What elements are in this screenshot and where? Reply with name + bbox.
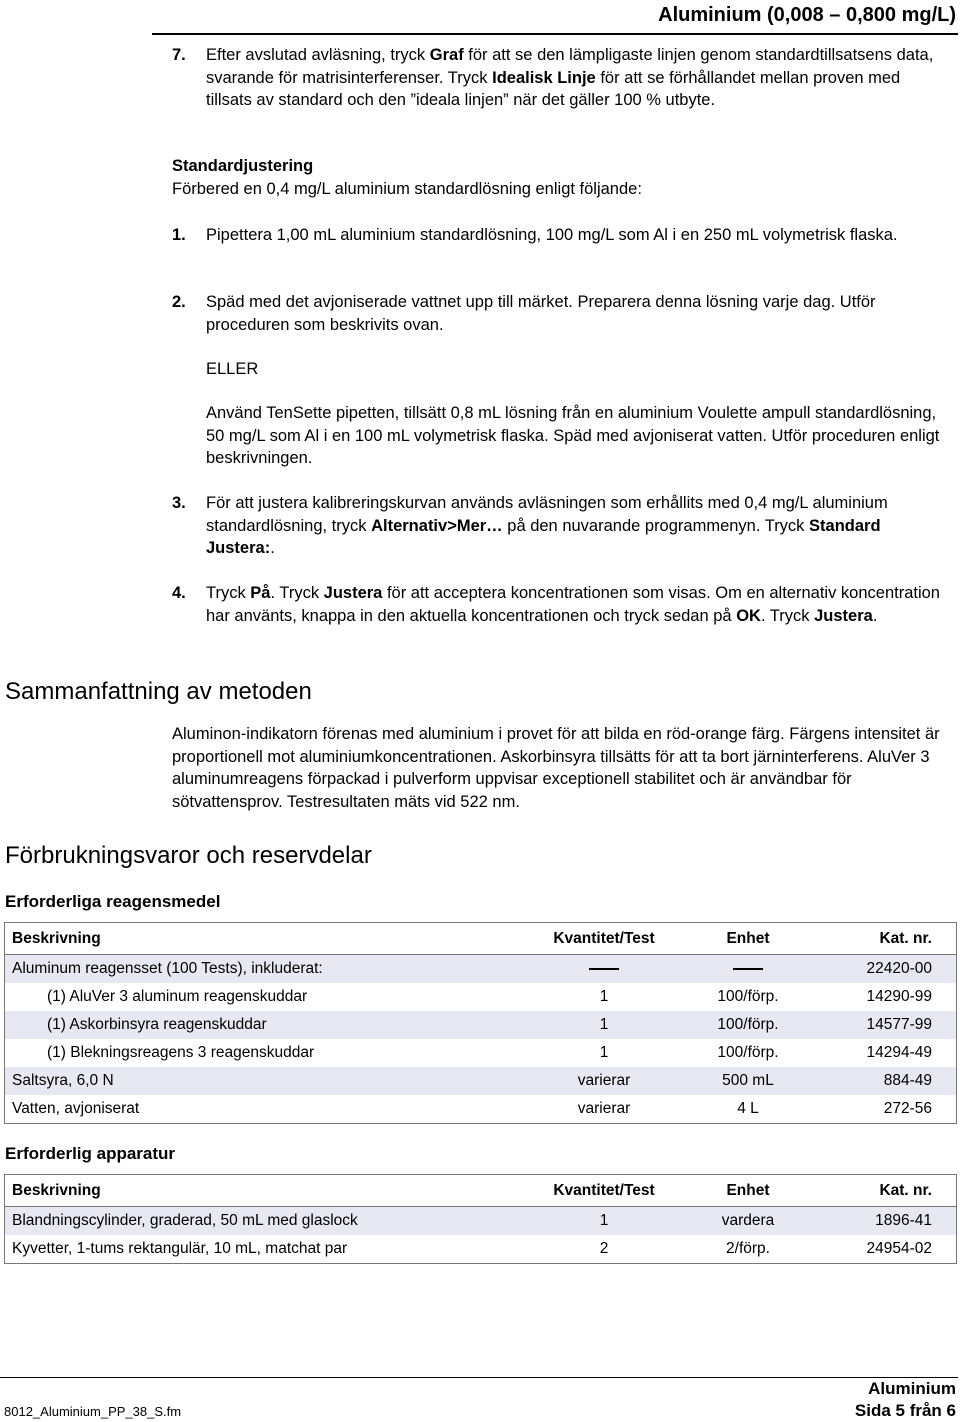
table-row [5,1207,957,1236]
row-quantity: 1 [599,1044,609,1061]
footer-filename: 8012_Aluminium_PP_38_S.fm [4,1404,182,1419]
standard-adjust-heading: Standardjustering [172,157,314,175]
row-quantity [527,955,681,984]
standard-step-4-number: 4. [172,584,186,602]
step-7-number: 7. [172,46,186,64]
standard-step-1-number: 1. [172,226,186,244]
row-description: Blandningscylinder, graderad, 50 mL med glaslock [5,1207,528,1236]
row-unit: 100/förp. [717,988,779,1005]
reagents-heading: Erforderliga reagensmedel [5,892,221,911]
row-description: Aluminum reagensset (100 Tests), inkluderat: [5,955,528,984]
row-quantity: 2 [599,1240,609,1257]
row-catalog-number: 14290-99 [866,988,932,1005]
table-row [5,955,957,984]
row-quantity: 1 [527,1207,681,1236]
col-quantity: Kvantitet/Test [527,923,681,955]
standard-step-1-text: Pipettera 1,00 mL aluminium standardlösning, 100 mg/L som Al i en 250 mL volymetrisk flaska. [206,226,898,244]
col-unit: Enhet [681,923,815,955]
standard-step-2-text: Späd med det avjoniserade vattnet upp till märket. Preparera denna lösning varje dag. Utför proceduren som beskrivits ovan. [206,293,876,334]
row-catalog-number: 24954-02 [866,1240,932,1257]
apparatus-table [4,1174,957,1264]
row-quantity: varierar [527,1067,681,1095]
row-description: Kyvetter, 1-tums rektangulär, 10 mL, matchat par [12,1240,348,1257]
not-applicable-dash [733,968,763,970]
row-description: Saltsyra, 6,0 N [5,1067,528,1095]
row-quantity: 1 [527,1011,681,1039]
row-unit [681,955,815,984]
reagents-table [4,922,957,1124]
row-catalog-number: 14577-99 [815,1011,957,1039]
col-unit: Enhet [681,1175,815,1207]
footer-page-number: Sida 5 från 6 [854,1401,956,1420]
row-unit: 100/förp. [681,1011,815,1039]
step-7-text: Efter avslutad avläsning, tryck Graf för att se den lämpligaste linjen genom standardtillsatsens data, svarande för matrisinterferenser. Tryck Idealisk Linje för att se förhållandet mellan proven med tillsats av standard och den ”ideala linjen” när det gäller 100 % utbyte. [206,46,934,109]
row-unit: 2/förp. [726,1240,770,1257]
page-header-title: Aluminium (0,008 – 0,800 mg/L) [658,4,956,26]
row-unit: vardera [681,1207,815,1236]
or-label: ELLER [206,360,259,378]
table-row [5,1067,957,1095]
row-catalog-number: 272-56 [883,1100,932,1117]
table-row [5,983,957,1011]
standard-step-2-number: 2. [172,293,186,311]
header-divider [152,33,958,35]
alternative-text: Använd TenSette pipetten, tillsätt 0,8 mL lösning från en aluminium Voulette ampull standardlösning, 50 mg/L som Al i en 100 mL volymetrisk flaska. Späd med avjoniserat vatten. Utför proceduren enligt beskrivningen. [206,404,940,467]
not-applicable-dash [589,968,619,970]
col-catalog-number: Kat. nr. [815,923,957,955]
footer-title: Aluminium [868,1379,956,1398]
row-catalog-number: 884-49 [815,1067,957,1095]
row-unit: 500 mL [681,1067,815,1095]
standard-step-4-text: Tryck På. Tryck Justera för att acceptera koncentrationen som visas. Om en alternativ koncentration har använts, knappa in den aktuella koncentrationen och tryck sedan på OK. Tryck Justera. [206,584,940,625]
row-description: Vatten, avjoniserat [12,1100,140,1117]
standard-adjust-intro: Förbered en 0,4 mg/L aluminium standardlösning enligt följande: [172,180,642,198]
row-unit: 4 L [737,1100,759,1117]
footer-page-info [855,1378,956,1422]
row-catalog-number: 22420-00 [815,955,957,984]
summary-text: Aluminon-indikatorn förenas med aluminium i provet för att bilda en röd-orange färg. Färgens intensitet är proportionell mot aluminiumkoncentrationen. Askorbinsyra tillsätts för att ta bort järninterferens. AluVer 3 aluminumreagens förpackad i pulverform uppvisar exceptionell stabilitet och är användbar för sötvattensprov. Testresultaten mäts vid 522 nm. [172,725,940,811]
row-quantity: varierar [577,1100,631,1117]
row-catalog-number: 14294-49 [866,1044,932,1061]
col-description: Beskrivning [5,1175,528,1207]
standard-step-3-number: 3. [172,494,186,512]
standard-step-3-text: För att justera kalibreringskurvan används avläsningen som erhållits med 0,4 mg/L aluminium standardlösning, tryck Alternativ>Mer… på den nuvarande programmenyn. Tryck Standard Justera:. [206,494,888,557]
summary-heading: Sammanfattning av metoden [5,678,312,705]
table-header-row [5,1175,957,1207]
col-catalog-number: Kat. nr. [815,1175,957,1207]
table-row [5,1095,957,1124]
col-quantity: Kvantitet/Test [527,1175,681,1207]
table-row [5,1011,957,1039]
row-description: (1) AluVer 3 aluminum reagenskuddar [47,988,308,1005]
footer-divider [0,1377,958,1378]
table-header-row [5,923,957,955]
row-description: (1) Askorbinsyra reagenskuddar [5,1011,528,1039]
table-row [5,1235,957,1264]
row-catalog-number: 1896-41 [815,1207,957,1236]
apparatus-heading: Erforderlig apparatur [5,1144,176,1163]
supplies-heading: Förbrukningsvaror och reservdelar [5,842,372,869]
row-description: (1) Blekningsreagens 3 reagenskuddar [47,1044,315,1061]
row-unit: 100/förp. [717,1044,779,1061]
col-description: Beskrivning [5,923,528,955]
table-row [5,1039,957,1067]
row-quantity: 1 [599,988,609,1005]
